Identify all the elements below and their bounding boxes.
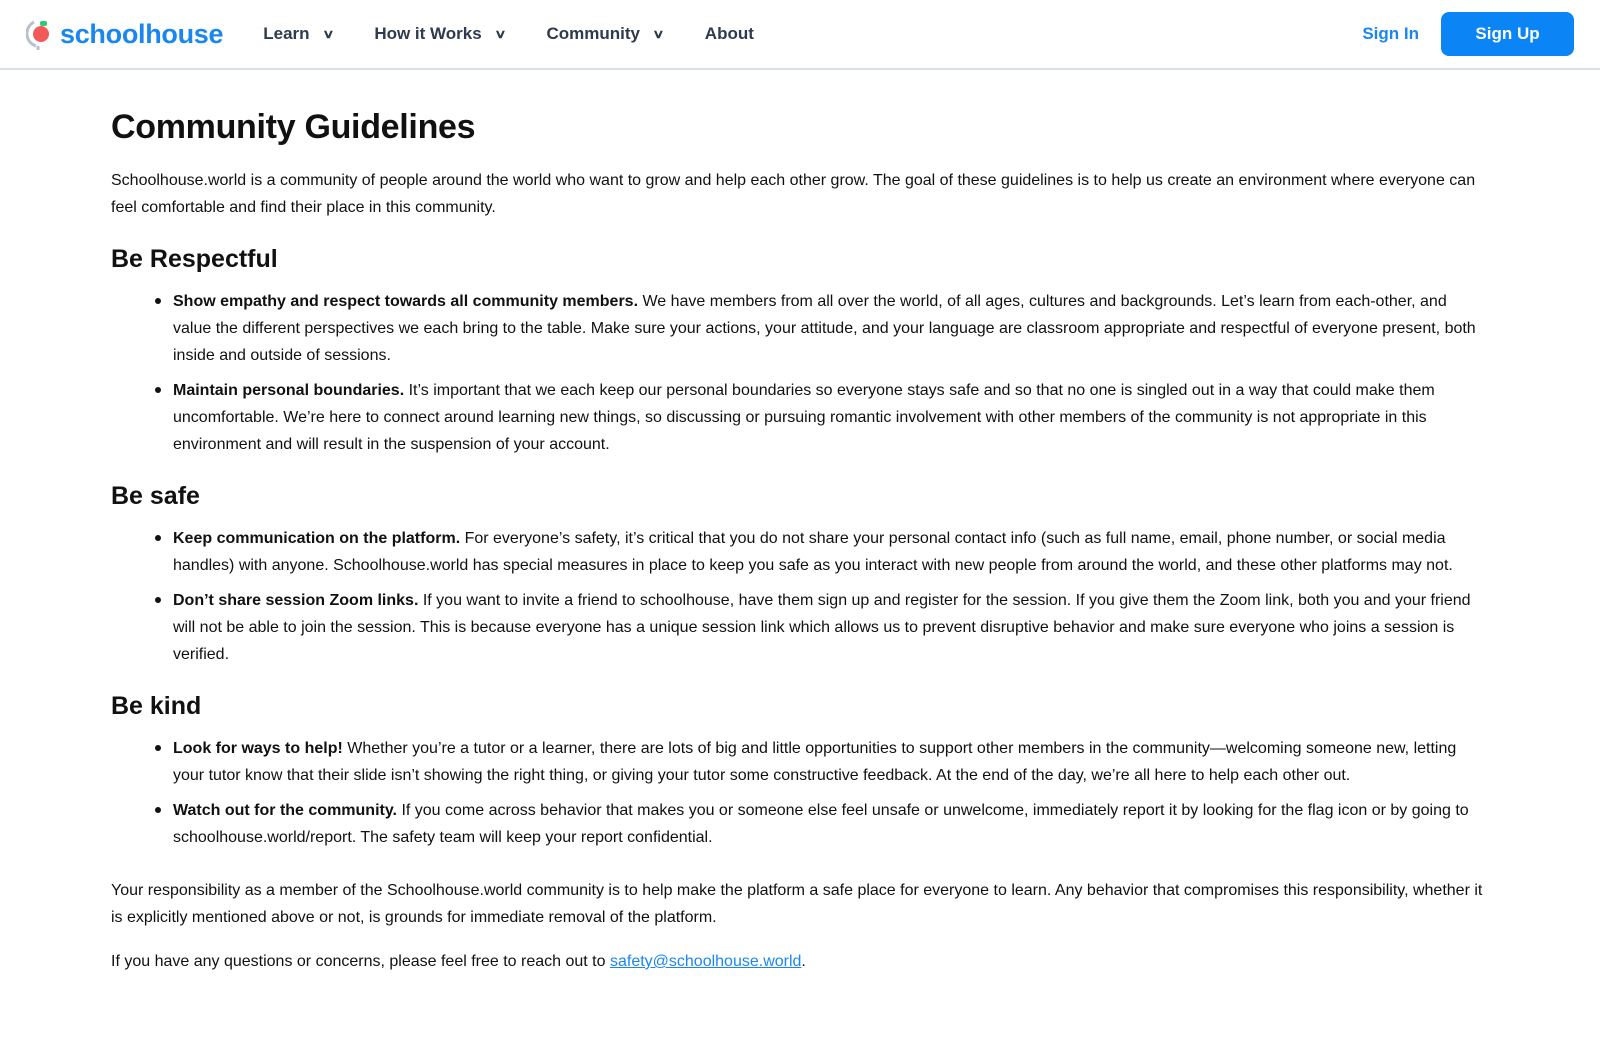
- logo[interactable]: [26, 16, 223, 52]
- content: [0, 70, 1600, 975]
- item-title: Show empathy and respect towards all community members.: [173, 293, 639, 310]
- section-heading: Be Respectful: [111, 245, 278, 273]
- apple-globe-icon: [26, 16, 52, 52]
- logo-text: schoolhouse: [60, 18, 224, 49]
- item-title: Maintain personal boundaries.: [173, 382, 405, 399]
- sign-in-link[interactable]: Sign In: [1362, 24, 1419, 43]
- contact-text: [111, 948, 1489, 975]
- list-item: [155, 735, 1489, 789]
- nav-about[interactable]: [705, 24, 754, 44]
- nav-label: Community: [546, 24, 640, 43]
- list-item: [155, 797, 1489, 851]
- list-item: [155, 288, 1489, 369]
- item-text: If you come across behavior that makes you or someone else feel unsafe or unwelcome, immediately report it by looking for the flag icon or by going to schoolhouse.world/report. The safety team will keep your report confidential.: [173, 802, 1469, 846]
- chevron-down-icon: ∨: [652, 27, 665, 41]
- site-header: [0, 0, 1600, 70]
- section-heading: Be kind: [111, 692, 202, 720]
- item-text: If you want to invite a friend to schoolhouse, have them sign up and register for the session. If you give them the Zoom link, both you and your friend will not be able to join the session. This is because everyone has a unique session link which allows us to prevent disruptive behavior and make sure everyone who joins a session is verified.: [173, 592, 1471, 663]
- intro-text: Schoolhouse.world is a community of people around the world who want to grow and help each other grow. The goal of these guidelines is to help us create an environment where everyone can feel comfortable and find their place in this community.: [111, 172, 1476, 216]
- nav-label: About: [704, 24, 754, 43]
- item-text: We have members from all over the world, of all ages, cultures and backgrounds. Let’s learn from each-other, and value the different perspectives we each bring to the table. Make sure your actions, your attitude, and your language are classroom appropriate and respectful of everyone present, both inside and outside of sessions.: [173, 293, 1476, 364]
- item-title: Don’t share session Zoom links.: [173, 592, 419, 609]
- guideline-list: [111, 525, 1489, 668]
- nav-how-it-works[interactable]: [374, 24, 507, 44]
- chevron-down-icon: ∨: [321, 27, 335, 41]
- item-title: Watch out for the community.: [173, 802, 397, 819]
- contact-suffix: .: [801, 953, 806, 970]
- nav-community[interactable]: [547, 24, 663, 44]
- guideline-list: [111, 288, 1489, 458]
- sign-up-button[interactable]: Sign Up: [1441, 12, 1574, 56]
- guideline-list: [111, 735, 1489, 851]
- list-item: [155, 525, 1489, 579]
- item-text: For everyone’s safety, it’s critical that you do not share your personal contact info (such as full name, email, phone number, or social media handles) with anyone. Schoolhouse.world has special measures in place to keep you safe as you interact with new people from around the world, and these other platforms may not.: [173, 530, 1453, 574]
- closing-text: Your responsibility as a member of the Schoolhouse.world community is to help make the platform a safe place for everyone to learn. Any behavior that compromises this responsibility, whether it is explicitly mentioned above or not, is grounds for immediate removal of the platform.: [111, 882, 1483, 926]
- contact-prefix: If you have any questions or concerns, please feel free to reach out to: [111, 953, 610, 970]
- section-heading: Be safe: [111, 482, 200, 510]
- nav-label: Learn: [263, 24, 310, 43]
- page-title: Community Guidelines: [111, 108, 476, 146]
- chevron-down-icon: ∨: [493, 27, 507, 41]
- nav-label: How it Works: [374, 24, 482, 43]
- item-title: Keep communication on the platform.: [173, 530, 461, 547]
- main-nav: [263, 24, 796, 44]
- item-title: Look for ways to help!: [173, 740, 343, 757]
- nav-learn[interactable]: [263, 24, 335, 44]
- item-text: It’s important that we each keep our personal boundaries so everyone stays safe and so that no one is singled out in a way that could make them uncomfortable. We’re here to connect around learning new things, so discussing or pursuing romantic involvement with other members of the community is not appropriate in this environment and will result in the suspension of your account.: [173, 382, 1435, 453]
- item-text: Whether you’re a tutor or a learner, there are lots of big and little opportunities to support other members in the community—welcoming someone new, letting your tutor know that their slide isn’t showing the right thing, or giving your tutor some constructive feedback. At the end of the day, we’re all here to help each other out.: [173, 740, 1457, 784]
- safety-email-link[interactable]: safety@schoolhouse.world: [609, 953, 802, 970]
- list-item: [155, 587, 1489, 668]
- list-item: [155, 377, 1489, 458]
